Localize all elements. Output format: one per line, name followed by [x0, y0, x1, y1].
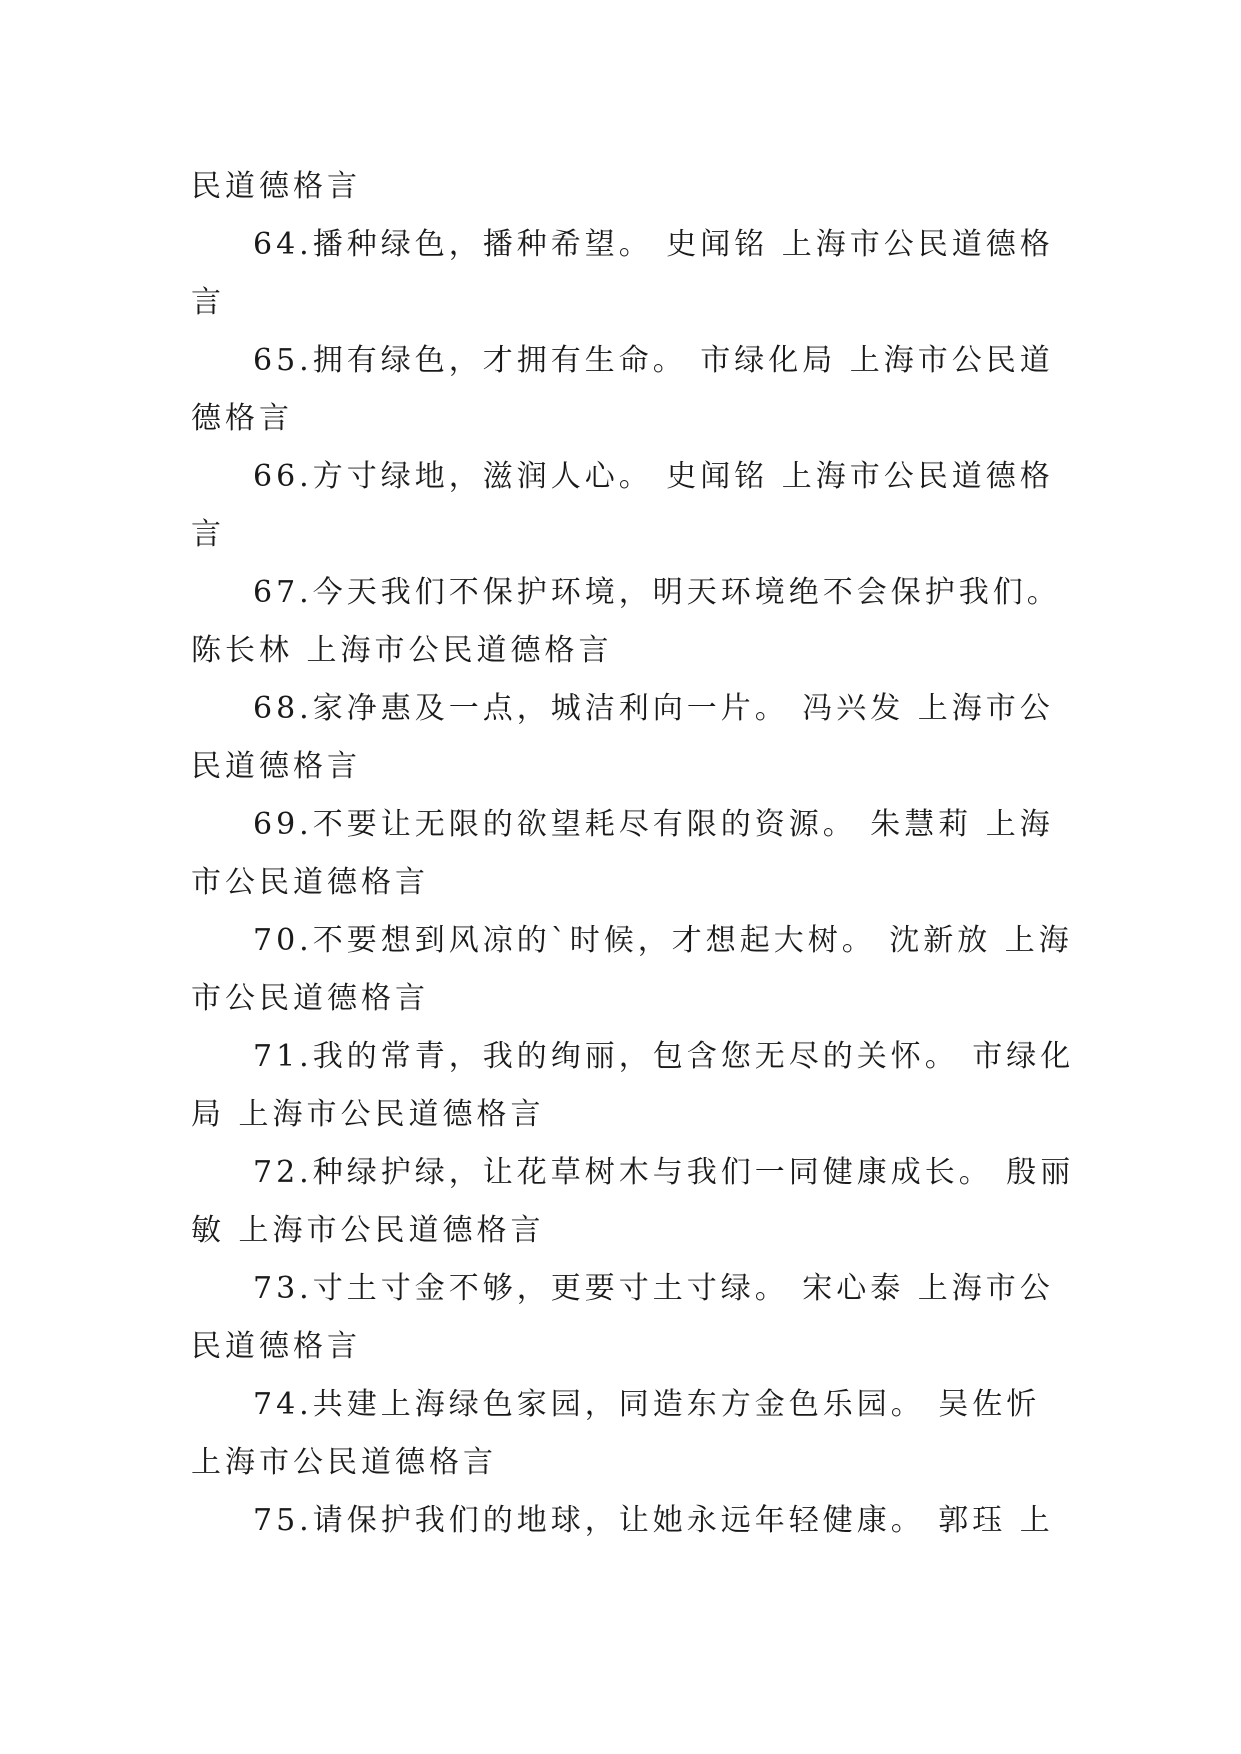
text-line: 市公民道德格言 — [191, 865, 429, 900]
text-line: 72.种绿护绿，让花草树木与我们一同健康成长。 殷丽 — [253, 1155, 1075, 1190]
document-body — [191, 158, 1075, 1550]
text-line: 敏 上海市公民道德格言 — [191, 1213, 545, 1248]
text-line: 民道德格言 — [191, 1329, 361, 1364]
text-line: 言 — [191, 517, 225, 552]
text-line: 70.不要想到风凉的`时候，才想起大树。 沈新放 上海 — [253, 923, 1073, 958]
text-line: 上海市公民道德格言 — [191, 1445, 497, 1480]
text-line: 言 — [191, 285, 225, 320]
text-line: 75.请保护我们的地球，让她永远年轻健康。 郭珏 上 — [253, 1503, 1054, 1538]
text-line: 陈长林 上海市公民道德格言 — [191, 633, 613, 668]
text-line: 市公民道德格言 — [191, 981, 429, 1016]
text-line: 67.今天我们不保护环境，明天环境绝不会保护我们。 — [253, 575, 1061, 610]
text-line: 65.拥有绿色，才拥有生命。 市绿化局 上海市公民道 — [253, 343, 1054, 378]
text-line: 民道德格言 — [191, 749, 361, 784]
text-line: 66.方寸绿地，滋润人心。 史闻铭 上海市公民道德格 — [253, 459, 1054, 494]
text-line: 71.我的常青，我的绚丽，包含您无尽的关怀。 市绿化 — [253, 1039, 1075, 1074]
text-line: 德格言 — [191, 401, 293, 436]
text-line: 73.寸土寸金不够，更要寸土寸绿。 宋心泰 上海市公 — [253, 1271, 1054, 1306]
text-line: 64.播种绿色，播种希望。 史闻铭 上海市公民道德格 — [253, 227, 1054, 262]
text-line: 68.家净惠及一点，城洁利向一片。 冯兴发 上海市公 — [253, 691, 1054, 726]
text-line: 民道德格言 — [191, 169, 361, 204]
text-line: 局 上海市公民道德格言 — [191, 1097, 545, 1132]
text-line: 69.不要让无限的欲望耗尽有限的资源。 朱慧莉 上海 — [253, 807, 1054, 842]
text-line: 74.共建上海绿色家园，同造东方金色乐园。 吴佐忻 — [253, 1387, 1041, 1422]
